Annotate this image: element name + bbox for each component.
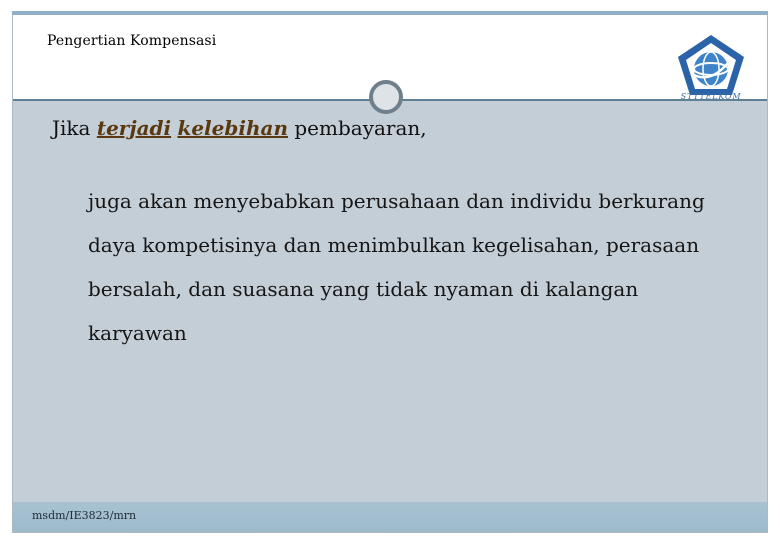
body-paragraph: juga akan menyebabkan perusahaan dan individu berkurang daya kompetisinya dan menimbulkan kegelisahan, perasaan bersalah, dan suasana yang tidak nyaman di kalangan karyawan	[88, 189, 705, 345]
slide-title: Pengertian Kompensasi	[47, 33, 217, 49]
lead-emphasis-1: terjadi	[96, 116, 172, 140]
lead-suffix: pembayaran,	[294, 116, 427, 140]
lead-line	[52, 116, 427, 140]
lead-emphasis-2: kelebihan	[177, 116, 288, 140]
ring-icon	[369, 80, 403, 114]
lead-prefix: Jika	[52, 116, 91, 140]
footer-text: msdm/IE3823/mrn	[32, 509, 137, 522]
logo-text: STTTELKOM	[680, 92, 742, 101]
